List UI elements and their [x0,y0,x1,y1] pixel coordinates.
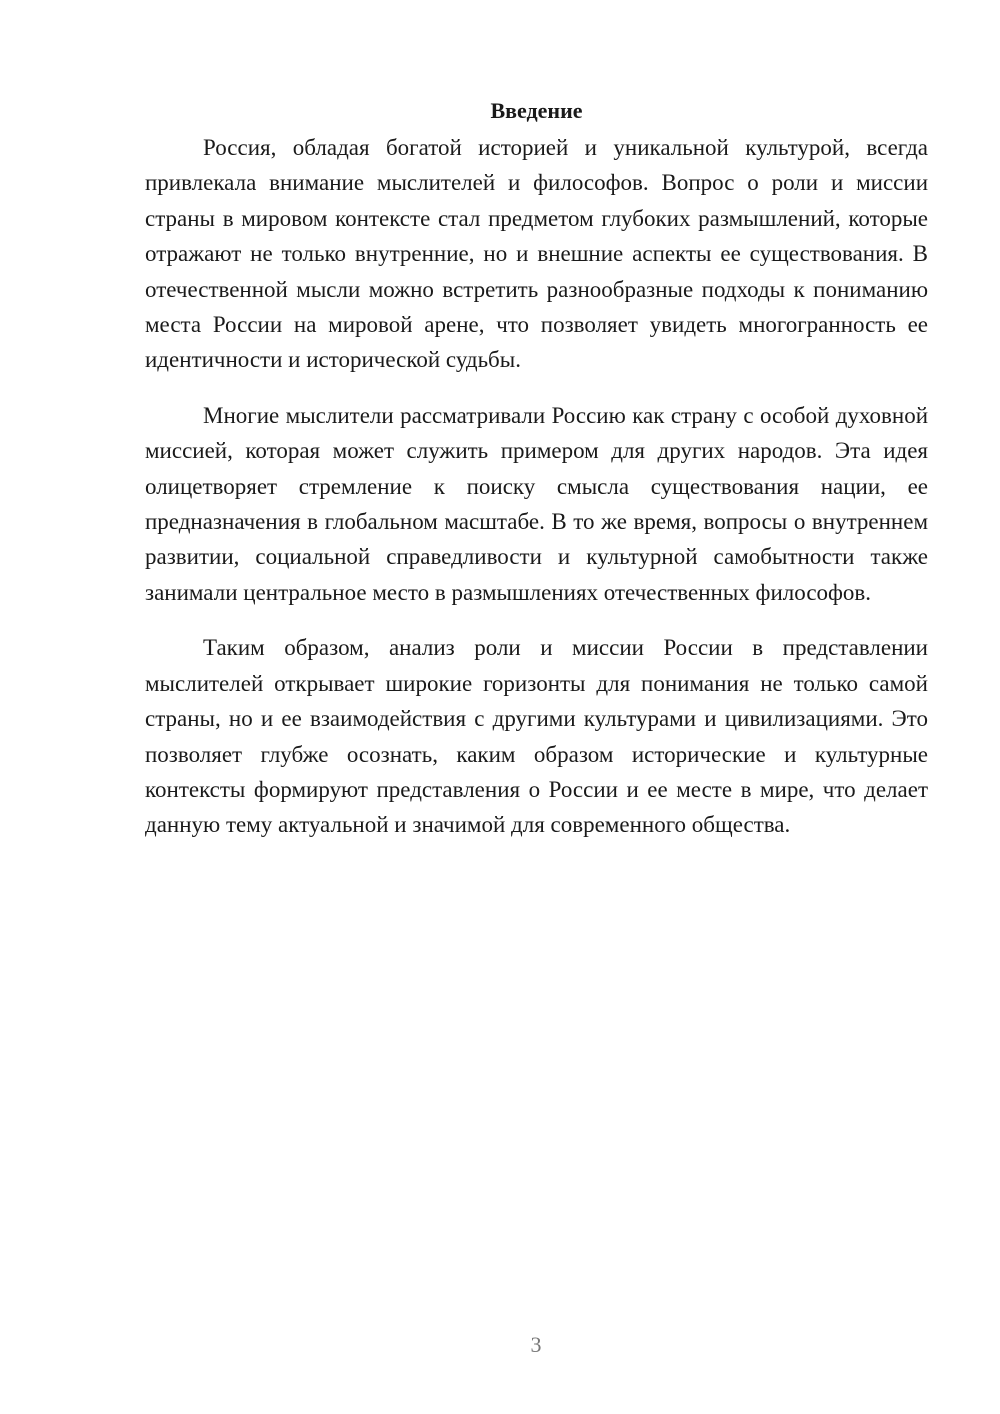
paragraph-2: Многие мыслители рассматривали Россию как страну с особой духовной миссией, которая может служить примером для других народов. Эта идея олицетворяет стремление к поиску смысла существования нации, ее предназначения в глобальном масштабе. В то же время, вопросы о внутреннем развитии, социальной справедливости и культурной самобытности также занимали центральное место в размышлениях отечественных философов. [145,402,928,605]
page-number: 3 [530,1332,542,1357]
section-title: Введение [490,98,583,123]
paragraph-1: Россия, обладая богатой историей и уникальной культурой, всегда привлекала внимание мыслителей и философов. Вопрос о роли и миссии страны в мировом контексте стал предметом глубоких размышлений, которые отражают не только внутренние, но и внешние аспекты ее существования. В отечественной мысли можно встретить разнообразные подходы к пониманию места России на мировой арене, что позволяет увидеть многогранность ее идентичности и исторической судьбы. [145,135,928,373]
paragraph-3: Таким образом, анализ роли и миссии России в представлении мыслителей открывает широкие горизонты для понимания не только самой страны, но и ее взаимодействия с другими культурами и цивилизациями. Это позволяет глубже осознать, каким образом исторические и культурные контексты формируют представления о России и ее месте в мире, что делает данную тему актуальной и значимой для современного общества. [145,635,928,838]
page-content [145,92,928,863]
